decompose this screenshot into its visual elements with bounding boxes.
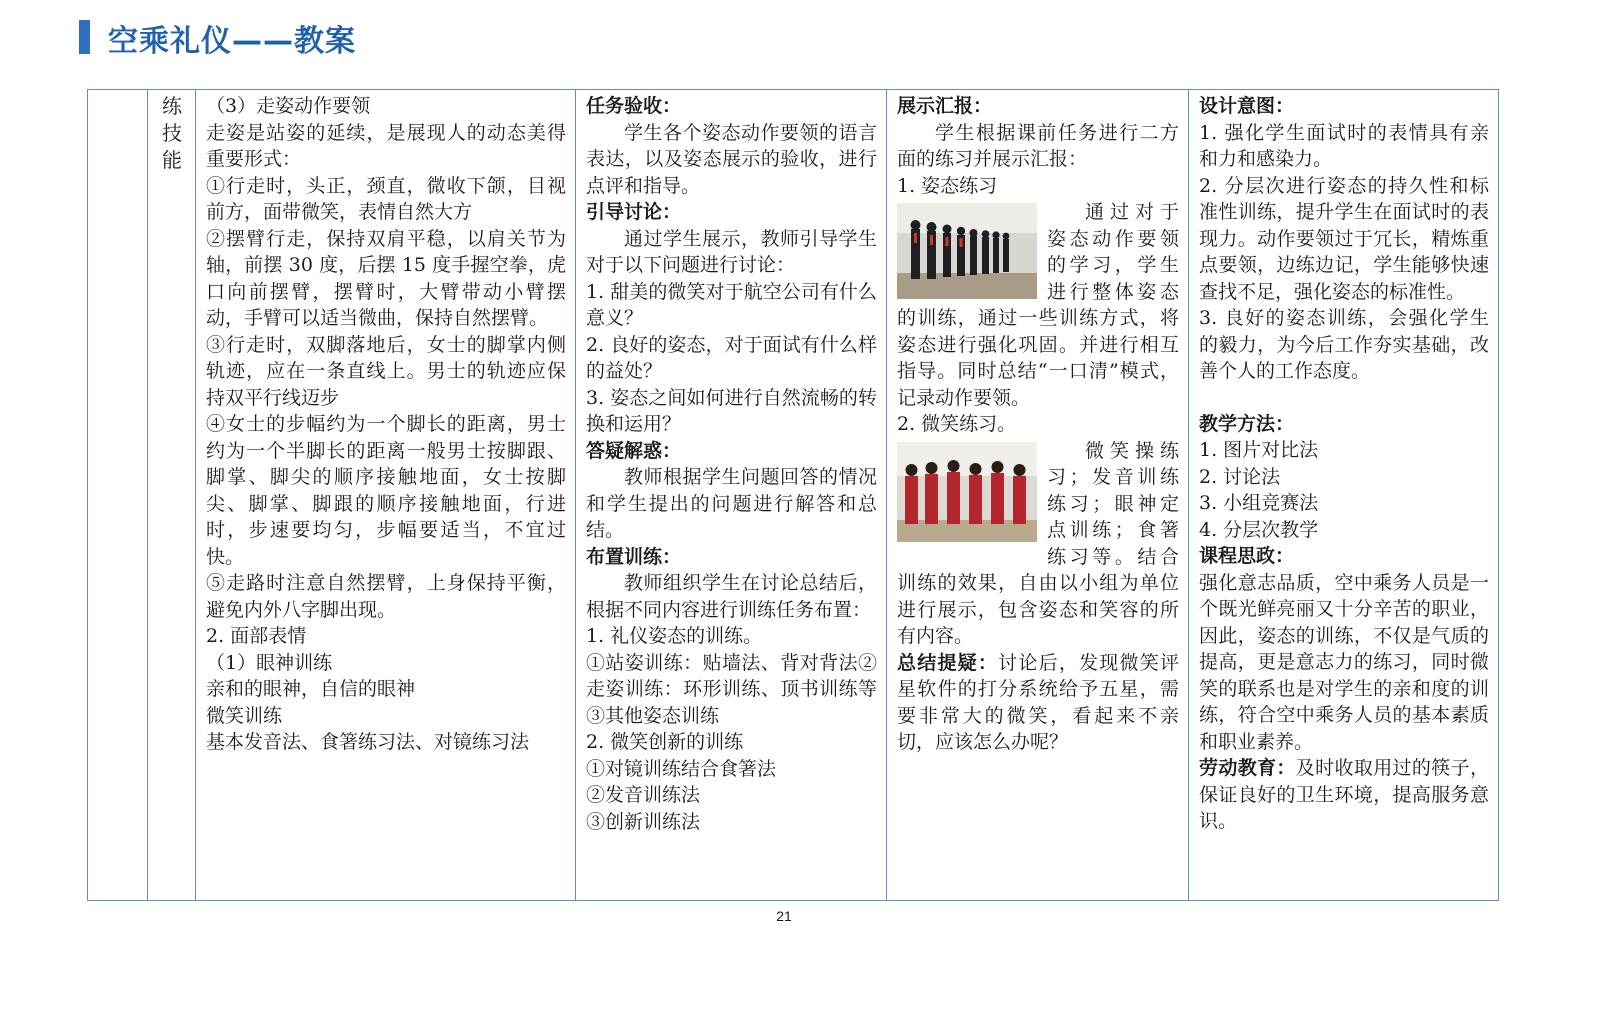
lesson-plan-table xyxy=(87,89,1499,901)
method-item: 2. 讨论法 xyxy=(1199,465,1281,488)
col2-line: 走姿是站姿的延续，是展现人的动态美得重要形式： xyxy=(206,121,566,170)
discussion-question: 2. 良好的姿态，对于面试有什么样的益处？ xyxy=(586,333,877,382)
photo-smile-practice xyxy=(897,442,1037,542)
training-item: 1. 礼仪姿态的训练。 xyxy=(586,625,763,647)
training-text: 教师组织学生在讨论总结后，根据不同内容进行训练任务布置： xyxy=(586,572,877,621)
design-intent-cell xyxy=(1189,90,1499,901)
smile-practice-text: 微笑操练习；发音训练练习；眼神定点训练；食箸练习等。结合训练的效果，自由以小组为单位进行展示，包含姿态和笑容的所有内容。 xyxy=(897,439,1179,647)
col2-line: 微笑训练 xyxy=(206,704,283,727)
col2-line: ③行走时，双脚落地后，女士的脚掌内侧轨迹，应在一条直线上。男士的轨迹应保持双平行线迈步 xyxy=(206,333,566,409)
col2-line: 亲和的眼神，自信的眼神 xyxy=(206,678,416,700)
acceptance-heading: 任务验收： xyxy=(586,95,682,117)
labor-block xyxy=(1199,755,1489,835)
title-accent-bar xyxy=(79,20,90,54)
presentation-intro: 学生根据课前任务进行二方面的练习并展示汇报： xyxy=(897,121,1179,170)
discussion-question: 1. 甜美的微笑对于航空公司有什么意义？ xyxy=(586,280,877,329)
photo-line-practice xyxy=(897,203,1037,299)
training-item: ①对镜训练结合食箸法 xyxy=(586,757,777,780)
training-item: ②发音训练法 xyxy=(586,784,701,806)
smile-practice-title: 2. 微笑练习。 xyxy=(897,413,1017,435)
summary-block xyxy=(897,650,1179,756)
col2-line: ②摆臂行走，保持双肩平稳，以肩关节为轴，前摆 30 度，后摆 15 度手握空拳，虎口向前摆臂，摆臂时，大臂带动小臂摆动，手臂可以适当微曲，保持自然摆臂。 xyxy=(206,227,566,329)
empty-cell xyxy=(88,90,148,901)
presentation-cell xyxy=(887,90,1189,901)
method-item: 4. 分层次教学 xyxy=(1199,518,1319,541)
labor-heading: 劳动教育： xyxy=(1199,757,1296,779)
discussion-question: 3. 姿态之间如何进行自然流畅的转换和运用？ xyxy=(586,386,877,435)
ideology-text: 强化意志品质，空中乘务人员是一个既光鲜亮丽又十分辛苦的职业，因此，姿态的训练，不仅是气质的提高，更是意志力的练习，同时微笑的联系也是对学生的亲和度的训练，符合空中乘务人员的基本素质和职业素养。 xyxy=(1199,571,1489,753)
method-heading: 教学方法： xyxy=(1199,412,1295,435)
col2-line: ④女士的步幅约为一个脚长的距离，男士约为一个半脚长的距离一般男士按脚跟、脚掌、脚尖的顺序接触地面，女士按脚尖、脚掌、脚跟的顺序接触地面，行进时，步速要均匀，步幅要适当，不宜过快。 xyxy=(206,413,566,568)
col2-line: 基本发音法、食箸练习法、对镜练习法 xyxy=(206,731,530,753)
training-heading: 布置训练： xyxy=(586,545,682,568)
qa-heading: 答疑解惑： xyxy=(586,439,682,462)
training-item: ①站姿训练：贴墙法、背对背法②走姿训练：环形训练、顶书训练等③其他姿态训练 xyxy=(586,651,877,727)
summary-text: 讨论后，发现微笑评星软件的打分系统给予五星，需要非常大的微笑，看起来不亲切，应该怎么办呢？ xyxy=(897,651,1179,753)
page-number: 21 xyxy=(776,908,792,924)
col2-line: ⑤走路时注意自然摆臂，上身保持平衡，避免内外八字脚出现。 xyxy=(206,572,566,621)
col2-line: （3）走姿动作要领 xyxy=(206,95,371,117)
design-item: 3. 良好的姿态训练，会强化学生的毅力，为今后工作夯实基础，改善个人的工作态度。 xyxy=(1199,307,1489,382)
walking-posture-cell xyxy=(196,90,576,901)
posture-practice-title: 1. 姿态练习 xyxy=(897,174,998,197)
design-item: 2. 分层次进行姿态的持久性和标准性训练，提升学生在面试时的表现力。动作要领过于冗长，精炼重点要领，边练边记，学生能够快速查找不足，强化姿态的标准性。 xyxy=(1199,174,1489,303)
summary-heading: 总结提疑： xyxy=(897,651,999,674)
row-label: 练技能 xyxy=(162,94,182,172)
posture-practice-text: 通过对于姿态动作要领的学习，学生进行整体姿态的训练，通过一些训练方式，将姿态进行强化巩固。并进行相互指导。同时总结“一口清”模式，记录动作要领。 xyxy=(897,201,1179,409)
method-item: 1. 图片对比法 xyxy=(1199,439,1319,461)
acceptance-text: 学生各个姿态动作要领的语言表达，以及姿态展示的验收，进行点评和指导。 xyxy=(586,121,877,197)
discussion-heading: 引导讨论： xyxy=(586,201,682,223)
design-heading: 设计意图： xyxy=(1199,95,1295,117)
col2-line: （1）眼神训练 xyxy=(206,651,333,674)
training-item: ③创新训练法 xyxy=(586,810,701,833)
presentation-heading: 展示汇报： xyxy=(897,95,993,117)
task-acceptance-cell xyxy=(576,90,887,901)
col2-line: 2. 面部表情 xyxy=(206,625,307,647)
labor-text: 及时收取用过的筷子，保证良好的卫生环境，提高服务意识。 xyxy=(1199,757,1489,832)
discussion-text: 通过学生展示，教师引导学生对于以下问题进行讨论： xyxy=(586,227,877,276)
qa-text: 教师根据学生问题回答的情况和学生提出的问题进行解答和总结。 xyxy=(586,466,877,541)
row-label-cell xyxy=(148,90,196,901)
method-item: 3. 小组竞赛法 xyxy=(1199,492,1319,514)
design-item: 1. 强化学生面试时的表情具有亲和力和感染力。 xyxy=(1199,121,1489,170)
ideology-heading: 课程思政： xyxy=(1199,545,1295,567)
training-item: 2. 微笑创新的训练 xyxy=(586,731,744,753)
col2-line: ①行走时，头正，颈直，微收下颌，目视前方，面带微笑，表情自然大方 xyxy=(206,174,566,223)
page-title: 空乘礼仪——教案 xyxy=(108,24,356,59)
